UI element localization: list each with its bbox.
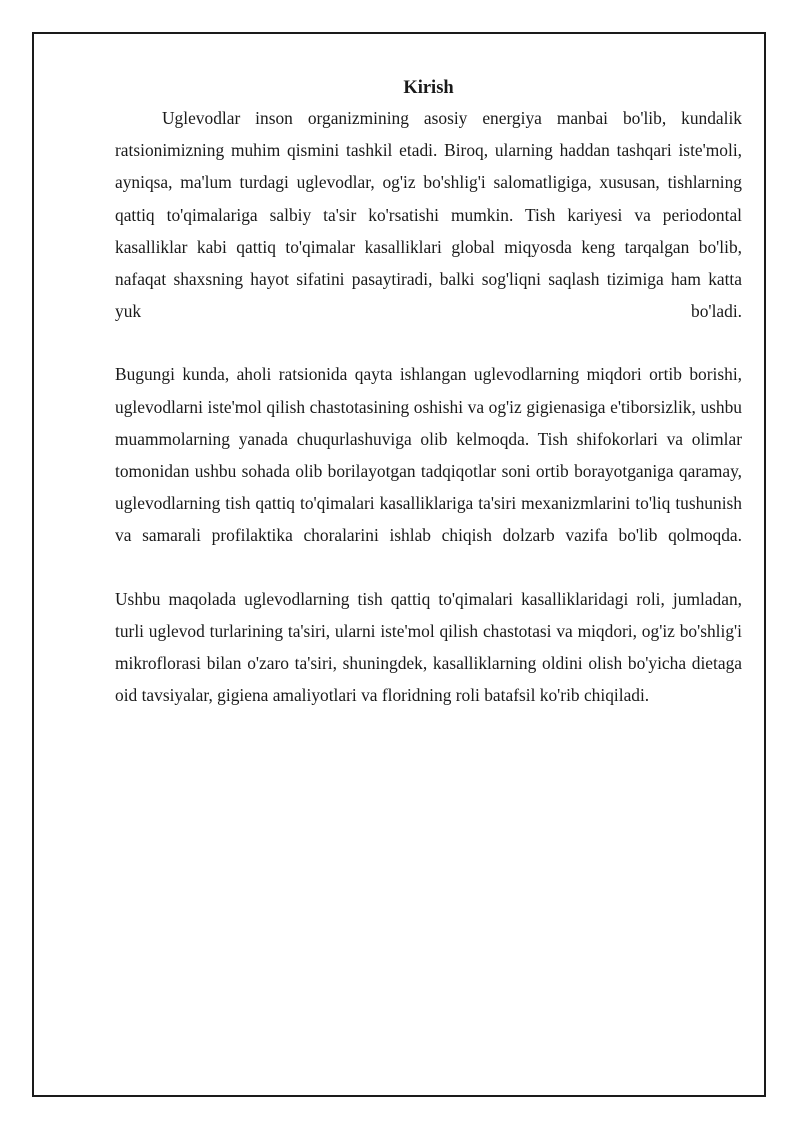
document-body	[115, 74, 742, 711]
paragraph-context: Bugungi kunda, aholi ratsionida qayta ishlangan uglevodlarning miqdori ortib borishi, uglevodlarni iste'mol qilish chastotasining oshishi va og'iz gigienasiga e'tiborsizlik, ushbu muammolarning yanada chuqurlashuviga olib kelmoqda. Tish shifokorlari va olimlar tomonidan ushbu sohada olib borilayotgan tadqiqotlar soni ortib borayotganiga qaramay, uglevodlarning tish qattiq to'qimalari kasalliklariga ta'siri mexanizmlarini to'liq tushunish va samarali profilaktika choralarini ishlab chiqish dolzarb vazifa bo'lib qolmoqda.	[115, 364, 742, 546]
section-title: Kirish	[403, 78, 454, 98]
paragraph-intro: Uglevodlar inson organizmining asosiy energiya manbai bo'lib, kundalik ratsionimizning muhim qismini tashkil etadi. Biroq, ularning haddan tashqari iste'moli, ayniqsa, ma'lum turdagi uglevodlar, og'iz bo'shlig'i salomatligiga, xususan, tishlarning qattiq to'qimalariga salbiy ta'sir ko'rsatishi mumkin. Tish kariyesi va periodontal kasalliklar kabi qattiq to'qimalar kasalliklari global miqyosda keng tarqalgan bo'lib, nafaqat shaxsning hayot sifatini pasaytiradi, balki sog'liqni saqlash tizimiga ham katta yuk bo'ladi.	[115, 108, 742, 322]
paragraph-scope: Ushbu maqolada uglevodlarning tish qattiq to'qimalari kasalliklaridagi roli, jumladan, turli uglevod turlarining ta'siri, ularni iste'mol qilish chastotasi va miqdori, og'iz bo'shlig'i mikroflorasi bilan o'zaro ta'siri, shuningdek, kasalliklarning oldini olish bo'yicha dietaga oid tavsiyalar, gigiena amaliyotlari va floridning roli batafsil ko'rib chiqiladi.	[115, 588, 742, 706]
